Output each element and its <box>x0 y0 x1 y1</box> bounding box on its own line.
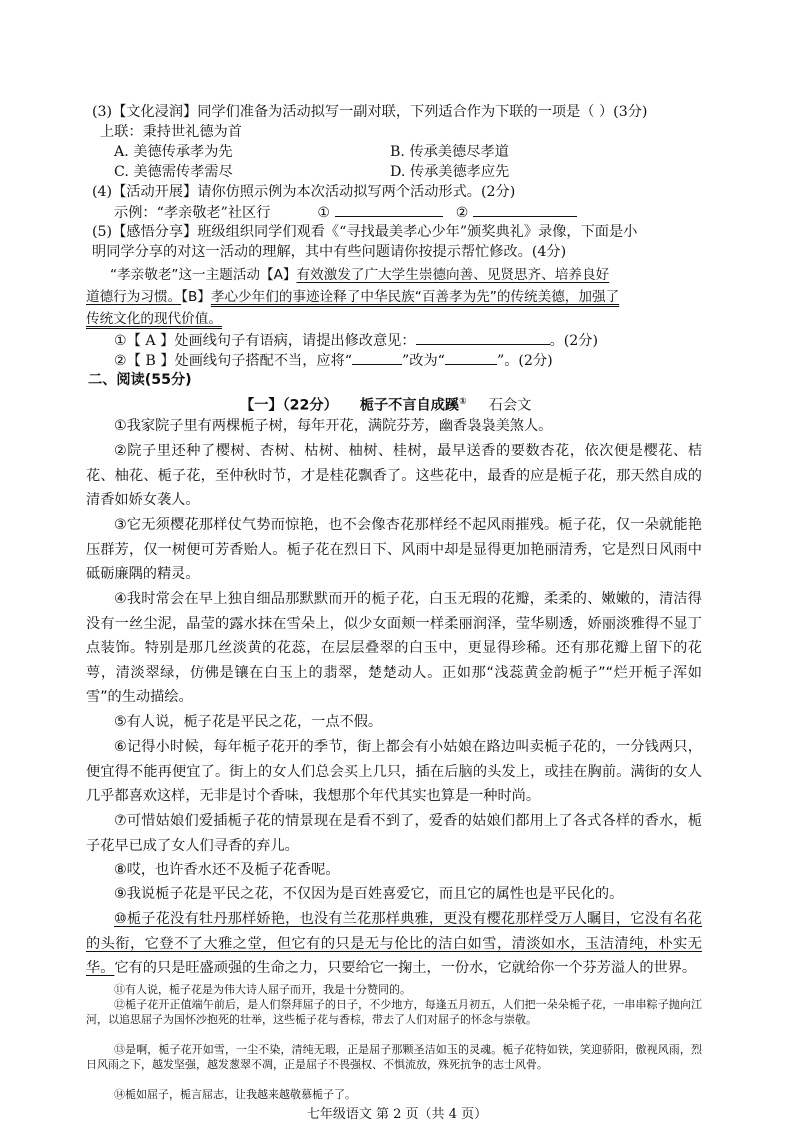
paragraph-14: ⑭栀如屈子，栀言屈志，让我越来越敬慕栀子了。 <box>114 1088 356 1101</box>
paragraph-4: ④我时常会在早上独自细品那默默而开的栀子花，白玉无瑕的花瓣，柔柔的、嫩嫩的，清洁得没有一丝尘泥，晶莹的露水抹在雪朵上，似少女面颊一样柔丽润泽，莹华剔透，娇丽淡雅得不显丁点装饰。特别是那几丝淡黄的花蕊，在层层叠翠的白玉中，更显得珍稀。还有那花瓣上留下的花萼，清淡翠绿，仿佛是镶在白玉上的翡翠，楚楚动人。正如那“浅蕊黄金韵栀子”“烂开栀子浑如雪”的生动描绘。 <box>86 591 702 706</box>
q3-option-b[interactable]: B. 传承美德尽孝道 <box>390 144 509 160</box>
q5-passage-line3 <box>86 308 222 330</box>
q5-sentence-a-part2: 道德行为习惯。 <box>86 289 182 305</box>
paragraph-12: ⑫栀子花开正值端午前后，是人们祭拜屈子的日子，不少地方，每逢五月初五，人们把一朵朵栀子花，一串串粽子抛向江河，以追思屈子为国怀沙抱死的壮举，这些栀子花与香棕，带去了人们对屈子的怀念与崇敬。 <box>86 998 702 1026</box>
article-author: 石会文 <box>488 397 532 414</box>
q5-fix-a-blank[interactable] <box>416 330 550 345</box>
paragraph-6: ⑥记得小时候，每年栀子花开的季节，街上都会有小姑娘在路边叫卖栀子花的，一分钱两只，便宜得不能再便宜了。街上的女人们总会买上几只，插在后脑的头发上，或挂在胸前。满街的女人几乎都喜欢这样，无非是讨个香味，我想那个年代其实也算是一种时尚。 <box>86 739 702 805</box>
q5-fix-b-score: ”。(2分) <box>496 353 553 369</box>
q4-answer-blank-2[interactable] <box>473 202 577 217</box>
paragraph-10-rest: 它有的只是旺盛顽强的生命之力，只要给它一掬土，一份水，它就给你一个芬芳溢人的世界。 <box>114 960 697 977</box>
q5-fix-a-score: 。(2分) <box>549 333 599 349</box>
q5-fix-b-prompt: ②【 B 】处画线句子搭配不当，应将“ <box>114 353 353 369</box>
q5-fix-b <box>114 350 553 371</box>
paragraph-2: ②院子里还种了樱树、杏树、枯树、柚树、桂树，最早送香的要数杏花，依次便是樱花、桔花、柚花、栀子花，至仲秋时节，才是桂花飘香了。这些花中，最香的应是栀子花，那天然自成的清香如娇女袭人。 <box>86 443 702 509</box>
q5-passage-intro: “孝亲敬老”这一主题活动【A】 <box>110 267 297 283</box>
q4-answer-blank-1[interactable] <box>335 202 443 217</box>
article-title: 栀子不言自成蹊 <box>359 397 460 414</box>
q5-sentence-a-part1: 有效激发了广大学生崇德向善、见贤思齐、培养良好 <box>296 267 610 283</box>
paragraph-9: ⑨我说栀子花是平民之花，不仅因为是百姓喜爱它，而且它的属性也是平民化的。 <box>114 886 624 902</box>
q5-passage-line1 <box>110 264 609 286</box>
q5-sentence-b-part2: 传统文化的现代价值。 <box>86 311 222 327</box>
q5-sentence-b-part1: 孝心少年们的事迹诠释了中华民族“百善孝为先”的传统美德，加强了 <box>210 289 620 305</box>
q4-prompt: (4)【活动开展】请你仿照示例为本次活动拟写两个活动形式。(2分) <box>92 184 516 200</box>
q4-example-text: 示例：“孝亲敬老”社区行 <box>114 205 271 221</box>
q4-example <box>114 202 577 223</box>
article-tag: 【一】（22分） <box>240 397 338 414</box>
q3-prompt: (3)【文化浸润】同学们准备为活动拟写一副对联，下列适合作为下联的一项是（ ）(3分) <box>92 104 648 120</box>
q3-option-d[interactable]: D. 传承美德孝应先 <box>390 164 510 180</box>
q5-fix-b-blank-2[interactable] <box>445 350 497 365</box>
paragraph-10 <box>86 907 702 981</box>
article-title-footnote: ① <box>459 397 467 407</box>
q3-option-a[interactable]: A. 美德传承孝为先 <box>114 144 233 160</box>
paragraph-11: ⑪有人说，栀子花是为伟大诗人屈子而开，我是十分赞同的。 <box>114 983 411 996</box>
paragraph-13: ⑬是啊，栀子花开如雪，一尘不染，清纯无瑕，正是屈子那颗圣洁如玉的灵魂。栀子花特如铁，笑迎骄阳，傲视风雨，烈日风雨之下，越发坚强，越发葱翠不凋，正是屈子不畏强权、不惧流放，殊死抗争的志士风骨。 <box>86 1043 702 1071</box>
paragraph-5: ⑤有人说，栀子花是平民之花，一点不假。 <box>114 714 383 730</box>
q5-fix-a <box>114 330 598 351</box>
q5-fix-b-middle: ”改为“ <box>402 353 445 369</box>
paragraph-3: ③它无须樱花那样仗气势而惊艳，也不会像杏花那样经不起风雨摧残。栀子花，仅一朵就能艳压群芳，仅一树便可芳香贻人。栀子花在烈日下、风雨中却是显得更加艳丽清秀，它是烈日风雨中砥砺廉隅的精灵。 <box>86 517 702 583</box>
paragraph-8: ⑧哎，也许香水还不及栀子花香呢。 <box>114 862 340 878</box>
paragraph-7: ⑦可惜姑娘们爱插栀子花的情景现在是看不到了，爱香的姑娘们都用上了各式各样的香水，栀子花早已成了女人们寻香的弃儿。 <box>86 813 702 854</box>
q5-passage-line2 <box>86 286 619 308</box>
q5-prompt-line2: 明同学分享的对这一活动的理解，其中有些问题请你按提示帮忙修改。(4分) <box>92 244 567 260</box>
q5-fix-b-blank-1[interactable] <box>352 350 402 365</box>
section-title: 二、阅读(55分) <box>88 372 192 388</box>
article-header <box>240 392 531 416</box>
q4-blank-1-marker: ① <box>317 205 331 221</box>
q4-blank-2-marker: ② <box>455 205 469 221</box>
q3-option-c[interactable]: C. 美德需传孝需尽 <box>114 164 233 180</box>
q5-prompt-line1: (5)【感悟分享】班级组织同学们观看《“寻找最美孝心少年”颁奖典礼》录像，下面是小 <box>92 224 638 240</box>
q5-fix-a-prompt: ①【 A 】处画线句子有语病，请提出修改意见： <box>114 333 416 349</box>
page-footer: 七年级语文 第 2 页（共 4 页） <box>306 1107 488 1122</box>
q5-marker-b: 【B】 <box>181 289 211 305</box>
paragraph-10-underlined: ⑩栀子花没有牡丹那样娇艳，也没有兰花那样典雅，更没有樱花那样受万人瞩目，它没有名花的头衔，它登不了大雅之堂，但它有的只是无与伦比的洁白如雪，清淡如水，玉洁清纯，朴实无华。 <box>86 911 702 977</box>
q3-couplet-upper: 上联：秉持世礼德为首 <box>100 124 242 140</box>
paragraph-1: ①我家院子里有两棵栀子树，每年开花，满院芬芳，幽香袅袅美煞人。 <box>114 418 553 434</box>
